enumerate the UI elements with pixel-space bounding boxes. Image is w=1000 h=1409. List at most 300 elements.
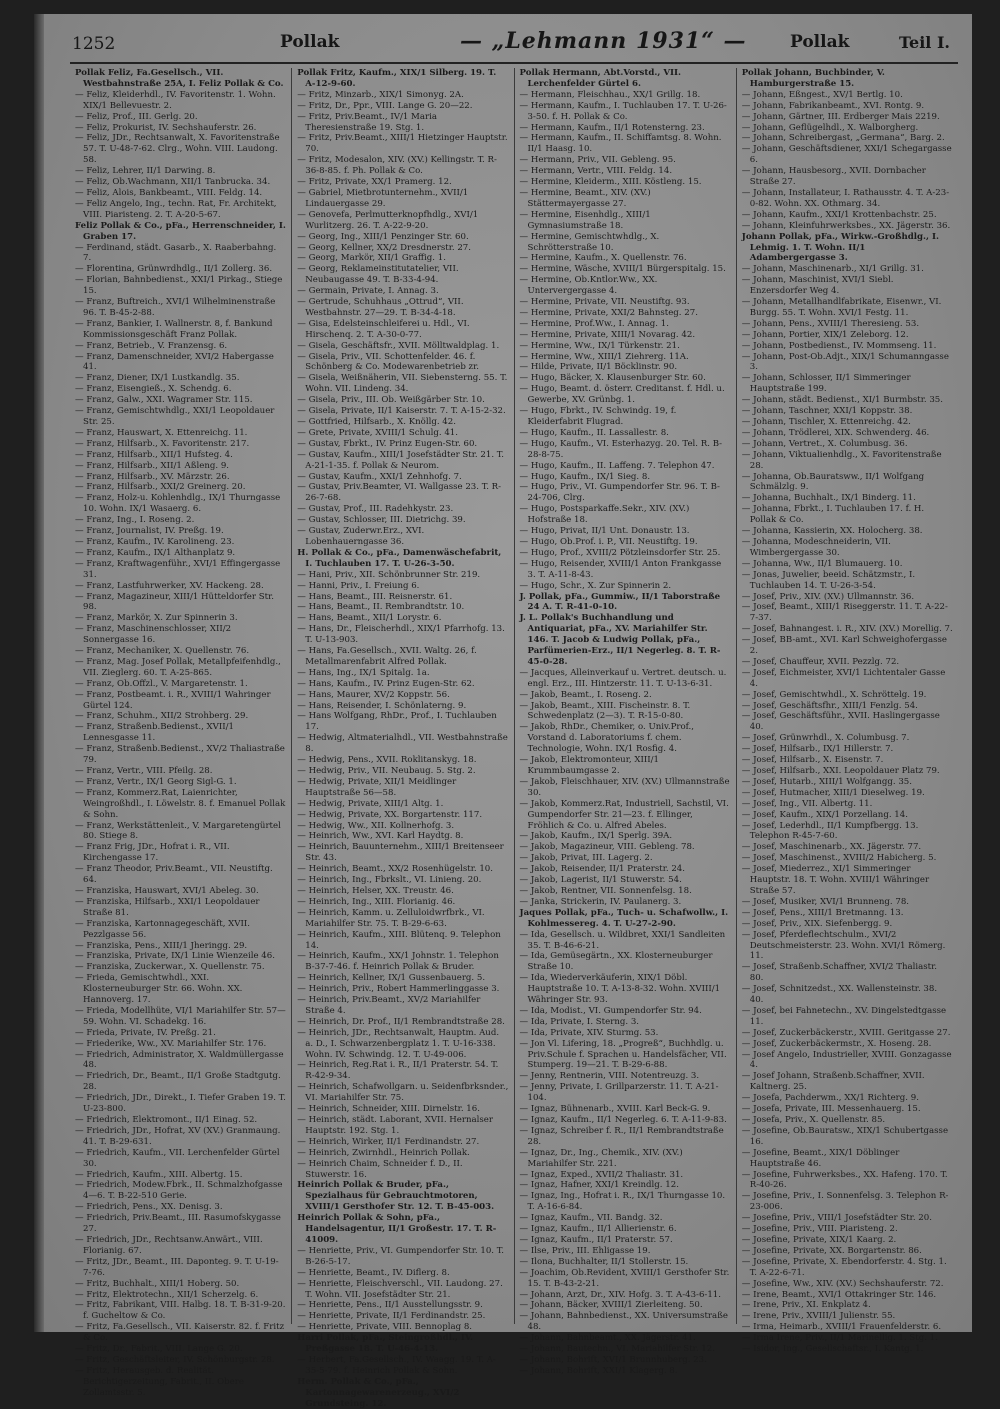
header-surname-left: Pollak [280,32,340,52]
directory-entry: — Johann, Eßngest., XV/1 Bertlg. 10. [741,89,903,100]
directory-entry: — Josef, Pferdeflechtschulm., XVI/2 Deutschmeisterstr. 23. Wohn. XVI/1 Römerg. 11. [741,929,946,962]
directory-entry: — Gisela, Priv., III. Ob. Weißgärber Str. 10. [297,395,485,406]
directory-entry: — Franz, Markör, X. Zur Spinnerin 3. [75,613,238,624]
directory-entry: — Gustav, Prof., III. Radehkystr. 23. [297,504,454,515]
directory-entry: — Frieda, Gemischtwhdl., XXI. Klosterneuburger Str. 66. Wohn. XX. Hannoverg. 17. [75,973,243,1006]
directory-entry: — Friedrich, Priv.Beamt., III. Rasumofskygasse 27. [75,1213,281,1235]
directory-entry: — Heinrich, Bauunternehm., XIII/1 Breitenseer Str. 43. [297,842,504,864]
directory-entry: — Hugo, Beamt. d. österr. Creditanst. f. Hdl. u. Gewerbe, XV. Grünbg. 1. [519,384,725,406]
directory-entry: — Josef, Hilfsarb., IX/1 Hillerstr. 7. [741,744,894,755]
directory-entry: — Hans Wolfgang, RhDr., Prof., I. Tuchlauben 17. [297,711,497,733]
directory-entry: — Frieda, Private, IV. Preßg. 21. [75,1027,216,1038]
directory-entry: — Jenny, Rentnerin, VIII. Notentreuzg. 3. [519,1071,700,1082]
directory-entry: — Franz, Bankier, I. Wallnerstr. 8, f. Bankund Kommissionsgeschäft Franz Pollak. [75,318,273,340]
directory-entry: — Hugo, Ob.Prof. i. P., VII. Neustiftg. 19. [519,536,698,547]
directory-entry: — Josef, Priv., XIX. Siefenbergg. 9. [741,918,893,929]
directory-entry: — Josef, Maschinenst., XVIII/2 Habicherg. 5. [741,853,937,864]
directory-entry-firm: Jaques Pollak, pFa., Tuch- u. Schafwollw., I. Kohlmessereg. 4. T. U-27-2-90. [519,907,729,929]
directory-entry: — Franz, Werkstättenleit., V. Margaretengürtel 80. Stiege 8. [75,820,281,842]
directory-entry: — Josef, Hilfsarb., XXI. Leopoldauer Platz 79. [741,766,940,776]
directory-entry: — Franz, Lastfuhrwerker, XV. Hackeng. 28. [75,580,264,591]
directory-entry: — Heinrich, Ing., XIII. Florianig. 46. [297,896,456,907]
directory-entry: — Georg, Kellner, XX/2 Dresdnerstr. 27. [297,242,472,253]
directory-entry: — Feliz, Lehrer, II/1 Darwing. 8. [75,166,216,177]
directory-entry: — Hermine, Kleiderm., XIII. Köstleng. 15. [519,177,702,188]
directory-entry: — Josefa, Priv., X. Quellenstr. 85. [741,1115,886,1125]
directory-entry: — Hedwig, Ww., XII. Kollnerhofg. 3. [297,820,455,831]
directory-entry: — Gottfried, Hilfsarb., X. Knöllg. 42. [297,417,456,427]
directory-entry: — Friedrich, JDr., Rechtsanw.Anwärt., VIII. Florianig. 67. [75,1234,263,1256]
directory-entry: — Franz, Kraftwagenführ., XVI/1 Effingergasse 31. [75,558,281,580]
directory-entry: — Ignaz, Schreiber f. R., II/1 Rembrandtstraße 28. [519,1125,724,1147]
directory-entry: — Fritz, Dr., Fabrit., VIII. Lange G. 20. [75,1344,243,1355]
directory-entry: — Franz, Diener, IX/1 Lustkandlg. 35. [75,373,240,384]
directory-entry: — Heinrich, Dr. Prof., II/1 Rembrandtstraße 28. [297,1016,505,1027]
directory-entry: — Gustav, Kaufm., XIII/1 Josefstädter Str. 21. T. A-21-1-35. f. Pollak & Neurom. [297,449,504,471]
directory-entry: — Jakob, Elektromonteur, XIII/1 Krummbaumgasse 2. [519,755,660,776]
directory-entry: — Johann, Installateur, I. Rathausstr. 4. T. A-23-0-82. Wohn. XX. Othmarg. 34. [741,187,950,209]
directory-entry: — Fritz, Private, XX/1 Pramerg. 12. [297,177,452,188]
directory-entry: — Heinrich, Priv.Beamt., XV/2 Mariahilfer Straße 4. [297,995,481,1016]
directory-entry: — Josef, Hilfsarb., X. Eisenstr. 7. [741,755,884,766]
directory-entry: — Johann, Hausbesorg., XVII. Dornbacher Straße 27. [741,166,926,188]
directory-entry: — Franziska, Hauswart, XVI/1 Abeleg. 30. [75,885,259,896]
directory-entry: — Hermine, Prof.Ww., I. Annag. 1. [519,318,669,329]
directory-entry-firm: Heinrich Pollak & Sohn, pFa., Handelsagentur, II/1 Großestr. 17. T. R-41009. [297,1213,497,1245]
directory-entry: — Friedrich, Elektromont., II/1 Einag. 52. [75,1115,258,1125]
directory-entry: — Hedwig, Altmaterialhdl., VII. Westbahnstraße 8. [297,733,508,755]
directory-entry: — Gisela, Priv., VII. Schottenfelder. 46. f. Schönberg & Co. Modewarenbetrieb zr. [297,351,479,373]
directory-entry: — Hugo, Bäcker, X. Klausenburger Str. 60. [519,373,706,384]
directory-entry: — Franz, Hilfsarb., XV. Märzstr. 26. [75,471,230,482]
directory-entry: — Heinrich, Reg.Rat i. R., II/1 Praterstr. 54. T. R-42-9-34. [297,1060,499,1082]
directory-entry: — Franz, Holz-u. Kohlenhdlg., IX/1 Thurngasse 10. Wohn. IX/1 Wasaerg. 6. [75,493,281,515]
directory-entry: — Genovefa, Perlmutterknopfhdlg., XVI/1 Wurlitzerg. 26. T. A-22-9-20. [297,209,479,231]
directory-entry: — Franz, Maschinenschlosser, XII/2 Sonnergasse 16. [75,624,232,646]
directory-entry: — Franz, Straßenb.Bedienst., XV/2 Thaliastraße 79. [75,744,285,766]
directory-entry: — Fritz, Fa.Gesellsch., VII. Kaiserstr. 82. f. Fritz & Co. [75,1322,285,1344]
directory-entry: — Josef, Zuckerbäckerstr., XVIII. Geritgasse 27. [741,1027,951,1038]
directory-entry: — Jakob, Fleischhauer, XIV. (XV.) Ullmannstraße 30. [519,776,730,798]
directory-entry: — Henriette, Fleischverschl., VII. Laudong. 27. T. Wohn. VII. Josefstädter Str. 21. [297,1278,503,1300]
directory-entry: — Jenny, Private, I. Grillparzerstr. 11. T. A-21-104. [519,1082,719,1104]
directory-entry: — Heinrich, Ing., Fbrkslt., VI. Linieng. 20. [297,875,482,886]
page-number: 1252 [72,34,116,54]
directory-entry: — Hedwig, Pens., XVII. Roklitanskyg. 18. [297,755,477,766]
directory-entry: — Irene, Beamt., XVI/1 Ottakringer Str. 146. [741,1289,937,1300]
directory-entry: — Josef, Gemischtwhdl., X. Schröttelg. 19. [741,689,927,700]
directory-entry: — Hermine, Private, XIII/1 Novarag. 42. [519,329,696,340]
volume-part: Teil I. [898,33,950,52]
directory-entry: — Josef, Pens., XIII/1 Bretmanng. 13. [741,907,904,918]
directory-entry: — Josef, Straßenb.Schaffner, XVI/2 Thaliastr. 80. [741,962,937,984]
directory-entry: — Johann, städt. Bedienst., XI/1 Burmbstr. 35. [741,395,943,406]
directory-entry: — Franz, Mechaniker, X. Quellenstr. 76. [75,646,250,657]
directory-entry: — Jon Vl. Lifering, 18. „Progreß“, Buchhdlg. u. Priv.Schule f. Sprachen u. Handelsfächer, VII. Stumperg. 19—21. T. B-29-6-88. [519,1038,727,1071]
directory-entry: — Hermine, Gemischtwhdlg., X. Schrötterstraße 10. [519,231,660,253]
directory-page [34,14,972,1409]
directory-entry: — Georg, Reklameinstitutatelier, VII. Neubaugasse 49. T. B-33-4-94. [297,264,459,286]
directory-entry: — Hermann, Kaufm., II/1 Rotensterng. 23. [519,122,705,133]
directory-entry: — Irma, Heimarb., XVIII/1 Frauenfelderstr. 6. [741,1322,942,1333]
directory-entry: — Josef, Zuckerbäckermstr., X. Hoseng. 28. [741,1038,932,1049]
directory-entry: — Josef, Ing., VII. Albertg. 11. [741,798,873,809]
directory-entry: — Johanna, Kassierin, XX. Holocherg. 38. [741,526,923,537]
directory-entry: — Josef, Maschinenarb., XX. Jägerstr. 77. [741,842,922,853]
directory-entry: — Josefine, Private, X. Ebendorferstr. 4. Stg. 1. T. A-22-6-71. [741,1256,947,1278]
directory-entry: — Jakob, RhDr., Chemiker, o. Univ.Prof., Vorstand d. Laboratoriums f. chem. Technologie, Wohn. IX/1 Rosfig. 4. [519,722,694,755]
directory-entry: — Johann, Postbedienst., IV. Mommseng. 11. [741,340,937,351]
directory-entry: — Franz, Schuhm., XII/2 Strohberg. 29. [75,711,249,722]
directory-entry: — Jakob, Lagerist, II/1 Stuwerstr. 54. [519,875,682,886]
directory-entry: — Florentina, Grünwrdhdlg., II/1 Zollerg. 36. [75,264,273,275]
directory-entry: — Jakob, Magazineur, VIII. Gebleng. 78. [519,842,695,853]
directory-entry: — Hans, Dr., Fleischerhdl., XIX/1 Pfarrhofg. 13. T. U-13-903. [297,624,505,646]
directory-entry: — Josef, Miederrez., XI/1 Simmeringer Hauptstr. 18. T. Wohn. XVIII/1 Währinger Straße 57. [741,864,930,896]
column-1 [70,68,292,1398]
directory-entry: — Friedrich, Dr., Beamt., II/1 Große Stadtgutg. 28. [75,1071,281,1093]
column-2 [292,68,514,1409]
directory-entry: — Hans, Ing., IX/1 Spitalg. 1a. [297,667,430,678]
directory-entry: — Jacques, Alleinverkauf u. Vertret. deutsch. u. engl. Erz., III. Hintzerstr. 11. T. U-13-6-31. [519,667,727,689]
directory-entry: — Josef, Schnitzedst., XX. Wallensteinstr. 38. 40. [741,984,938,1006]
directory-entry: — Franz, Vertr., IX/1 Georg Sigl-G. 1. [75,776,237,787]
directory-entry: — Franz, Vertr., VIII. Pfeilg. 28. [75,766,213,776]
directory-entry: — Josef, Priv., XIV. (XV.) Ullmannstr. 36. [741,591,915,602]
directory-entry: — Ida, Private, XIV. Sturmg. 53. [519,1027,659,1038]
directory-entry: — Franz, Kaufm., IV. Karolineng. 23. [75,536,235,547]
directory-entry: — Feliz, Alois, Bankbeamt., VIII. Feldg. 14. [75,187,263,198]
directory-entry: — Hugo, Kaufm., VI. Esterhazyg. 20. Tel. R. B-28-8-75. [519,438,723,460]
directory-entry: — Franz, Kaufm., IX/1 Althanplatz 9. [75,547,236,558]
directory-entry: — Henriette, Private, VIII. Bennoplag 8. [297,1322,473,1333]
directory-entry: — Frieda, Modellhüte, VI/1 Mariahilfer Str. 57—59. Wohn. VI. Schadekg. 16. [75,1005,286,1027]
directory-entry: — Franz, Hilfsarb., X. Favoritenstr. 217. [75,438,250,449]
directory-entry: — Franziska, Kartonnagegeschäft, XVII. Pezzlgasse 56. [75,918,251,940]
directory-entry: — Franziska, Pens., XIII/1 Jheringg. 29. [75,940,248,951]
directory-entry: — Josefine, Beamt., XIX/1 Döblinger Hauptstraße 46. [741,1147,900,1169]
directory-entry: — Hermine, Private, VII. Neustiftg. 93. [519,297,690,308]
directory-entry: — Heinrich, Kamm. u. Zelluloidwrfbrk., VI. Mariahilfer Str. 75. T. B-29-6-63. [297,907,485,929]
directory-entry: — Henriette, Priv., VI. Gumpendorfer Str. 10. T. B-26-5-17. [297,1245,504,1267]
directory-entry: — Franz, Postbeamt. i. R., XVIII/1 Wahringer Gürtel 124. [75,689,271,711]
directory-entry: — Herbert, Fa.Gesellsch., IV. Waagg. 19. T. A-35-5-79. f. Heinrich Pollak & Sohn. [297,1354,496,1376]
column-4 [737,68,958,1355]
directory-entry: — Josef Angelo, Industrieller, XVIII. Gonzagasse 4. [741,1049,952,1071]
directory-entry: — Johann, Fabrikanbeamt., XVI. Rontg. 9. [741,100,925,111]
directory-entry: — Gisela, Weißnäherin, VII. Siebensterng. 55. T. Wohn. VII. Lindeng. 34. [297,373,508,395]
directory-entry: — Friedrich, JDr., Hofrat, XV (XV.) Granmaung. 41. T. B-29-631. [75,1125,281,1147]
directory-entry: — Hans, Beamt., III. Reisnerstr. 61. [297,591,453,602]
directory-entry: — Josef, Geschäftsführ., XVII. Haslingergasse 40. [741,711,940,733]
directory-entry: — Josefine, Private, XX. Borgartenstr. 86. [741,1245,922,1256]
directory-entry: — Johann, Bautechn., VI. Mariahilfer Str. 12. [519,1344,715,1355]
directory-entry: — Ignaz, Kaufm., II/1 Allierienstr. 6. [519,1224,677,1235]
directory-entry: — Germain, Private, I. Annag. 3. [297,286,439,297]
directory-entry: — Jakob, Beamt., I. Roseng. 2. [519,689,652,700]
directory-entry: — Johann, Bohrift, XVI/1 Brunnhuberg. 23. [519,1354,707,1365]
directory-entry: — Gertrude, Schuhhaus „Ottrud“, VII. Westbahnstr. 27—29. T. B-34-4-18. [297,297,464,318]
directory-entry: — Henriette, Beamt., IV. Diflerg. 8. [297,1267,450,1278]
directory-entry: — Heinrich, Schneider, XIII. Dirnelstr. 16. [297,1104,480,1115]
directory-entry: — Ida, Gemüsegärtn., XX. Klosterneuburger Straße 10. [519,951,713,973]
directory-entry: — Hedwig, Private, XII/1 Meidlinger Hauptstraße 56—58. [297,776,457,798]
directory-entry: — Josefine, Ob.Bauratsw., XIX/1 Schubertgasse 16. [741,1125,949,1147]
directory-entry: — Franz, Hilfsarb., XII/1 Hufsteg. 4. [75,449,233,460]
directory-entry: — Feliz, Prokurist, IV. Sechshauferstr. 26. [75,122,257,133]
directory-entry: — Franz, Hilfsarb., XXI/2 Greinerg. 20. [75,482,246,493]
directory-entry-firm: J. Pollak, pFa., Gummiw., II/1 Taborstraße 24 A. T. R-41-0-10. [519,591,721,613]
directory-entry: — Jonas, Juwelier, beeid. Schätzmstr., I. Tuchlauben 14. T. U-26-3-54. [741,569,916,591]
directory-entry: — Hermann, Fleischhau., XX/1 Grillg. 18. [519,89,701,100]
directory-entry: — Johanna, Fbrkt., I. Tuchlauben 17. f. H. Pollak & Co. [741,504,925,526]
directory-entry: — Georg, Markör, XII/1 Graffig. 1. [297,253,446,264]
directory-entry: — Heinrich, Schafwollgarn. u. Seidenfbrksnder., VI. Mariahilfer Str. 75. [297,1082,509,1104]
directory-entry: — Johann, Vertret., X. Columbusg. 36. [741,438,908,449]
directory-entry: — Hans, Maurer, XV/2 Koppstr. 56. [297,689,450,700]
directory-entry: — Fritz, Priv.Beamt., IV/1 Maria Theresienstraße 19. Stg. 1. [297,111,437,133]
directory-entry: — Josefine, Private, XIX/1 Kaarg. 2. [741,1234,897,1245]
directory-entry: — Friedrich, Kaufm., VII. Lerchenfelder Gürtel 30. [75,1147,280,1169]
directory-entry: — Ida, Modist., VI. Gumpendorfer Str. 94. [519,1005,702,1016]
directory-entry: — Fritz, Dr., Ppr., VIII. Lange G. 20—22. [297,100,473,111]
directory-entry: — Johann, Bohrift, XXI/1 Klagerg. 8. [519,1365,678,1376]
directory-entry: — Florian, Bahnbedienst., XXI/1 Pirkag., Stiege 15. [75,275,283,297]
directory-entry: — Johann, Metallhandlfabrikate, Eisenwr., VI. Burgg. 55. T. Wohn. XVI/1 Festg. 11. [741,297,942,318]
directory-entry: — Friedrich, JDr., Direkt., I. Tiefer Graben 19. T. U-23-800. [75,1093,286,1115]
directory-entry-firm: Pollak Johann, Buchbinder, V. Hamburgerstraße 15. [741,68,885,89]
directory-entry-firm: H. Pollak & Co., pFa., Damenwäschefabrit, I. Tuchlauben 17. T. U-26-3-50. [297,547,502,569]
directory-entry: — Hugo, Kaufm., II. Laffeng. 7. Telephon 47. [519,460,715,471]
directory-entry: — Gabriel, Mietbrotunternehm., XVII/1 Lindauergasse 29. [297,187,469,209]
directory-entry: — Franziska, Private, IX/1 Linie Wienzeile 46. [75,951,275,962]
directory-entry: — Ignaz, Kaufm., II/1 Praterstr. 57. [519,1234,673,1245]
directory-entry: — Josefa, Pachderwm., XX/1 Richterg. 9. [741,1093,919,1104]
directory-entry: — Franz, Buftreich., XVI/1 Wilhelminenstraße 96. T. B-45-2-88. [75,297,276,318]
directory-entry: — Jakob, Rentner, VII. Sonnenfelsg. 18. [519,885,692,896]
directory-entry: — Josefine, Fuhrwerksbes., XX. Hafeng. 170. T. R-40-26. [741,1169,948,1191]
directory-entry: — Heinrich, Kellner, IX/1 Gussenbauerg. 5. [297,973,486,984]
directory-entry: — Johann, Schlosser, II/1 Simmeringer Hauptstraße 199. [741,373,911,395]
directory-entry: — Fritz, Geschäftsleiter, IV. Schönburgstr. 28. [75,1354,275,1365]
directory-entry: — Hugo, Reisender, XVIII/1 Anton Frankgasse 3. T. A-11-8-43. [519,558,722,580]
directory-entry: — Franz, Magazineur, XIII/1 Hütteldorfer Str. 98. [75,591,274,613]
directory-entry: — Johann, Post-Ob.Adjt., XIX/1 Schumanngasse 3. [741,351,949,373]
directory-entry: — Franziska, Zuckerwar., X. Quellenstr. 75. [75,962,265,973]
directory-entry: — Joachim, Ob.Revident, XVIII/1 Gersthofer Str. 15. T. B-43-2-21. [519,1267,730,1289]
directory-entry: — Josef, Grünwrhdl., X. Columbusg. 7. [741,733,910,744]
directory-entry: — Ilse, Priv., III. Ehligasse 19. [519,1245,651,1256]
directory-entry: — Johann, Portier, XIX/1 Zeleborg. 12. [741,329,909,340]
directory-entry: — Franz, Hauswart, X. Ettenreichg. 11. [75,427,248,438]
directory-entry: — Hermann, Vertr., VIII. Feldg. 14. [519,166,673,177]
directory-entry: — Ignaz, Hafner, XXI/1 Kreindlg. 12. [519,1180,679,1191]
directory-entry: — Franz, Gemischtwhdlg., XXI/1 Leopoldauer Str. 25. [75,406,275,427]
directory-entry: — Gustav, Zuderwr.Erz., XVI. Lobenhauerngasse 36. [297,526,425,547]
directory-entry: — Grete, Private, XVIII/1 Schulg. 41. [297,427,459,438]
page-gutter [34,14,44,1332]
directory-entry: — Heinrich, Zwirnhdl., Heinrich Pollak. [297,1147,470,1158]
directory-entry: — Franz, Ob.Offzl., V. Margaretenstr. 1. [75,678,248,689]
directory-entry: — Hermine, Eisenhdlg., XIII/1 Gymnasiumstraße 18. [519,209,651,231]
directory-entry: — Hermine, Wäsche, XVIII/1 Bürgerspitalg. 15. [519,264,726,275]
directory-entry: — Fritz, Minzarb., XIX/1 Simonyg. 2A. [297,89,464,100]
directory-entry: — Hermann, Priv., VII. Gebleng. 95. [519,155,676,166]
directory-entry: — Hugo, Prof., XVIII/2 Pötzleinsdorfer Str. 25. [519,547,721,558]
directory-entry: — Hedwig, Private, XIII/1 Altg. 1. [297,798,444,809]
directory-entry: — Josef, Hutarb., XIII/1 Wolfgangg. 35. [741,776,912,787]
directory-entry: — Isidor, Ing., Gesellschaftsr., I. Kantg. 1. [741,1344,924,1355]
directory-entry: — Heinrich, Kaufm., XX/1 Johnstr. 1. Telephon B-37-7-46. f. Heinrich Pollak & Bruder. [297,951,499,973]
directory-entry: — Gisa, Edelsteinschleiferei u. Hdl., VI. Hirschenq. 2. T. A-30-0-77. [297,318,470,340]
directory-entry: — Hermine, Beamt., XIV. (XV.) Stättermayergasse 27. [519,187,651,209]
directory-entry: — Feliz Angelo, Ing., techn. Rat, Fr. Architekt, VIII. Piaristeng. 2. T. A-20-5-67. [75,198,277,220]
directory-entry: — Feliz, Prof., III. Gerlg. 20. [75,111,198,122]
directory-entry: — Hugo, Schr., X. Zur Spinnerin 2. [519,580,672,591]
directory-entry-firm: Pollak Feliz, Fa.Gesellsch., VII. Westbahnstraße 25A, I. Feliz Pollak & Co. [75,68,284,89]
directory-entry: — Johann, Maschinist, XVI/1 Siebl. Enzersdorfer Weg 4. [741,275,894,297]
directory-entry: — Irene, Priv., XVIII/1 Julienstr. 55. [741,1311,896,1322]
directory-entry: — Ignaz, Kaufm., VII. Bandg. 32. [519,1213,663,1224]
directory-entry: — Heinrich, JDr., Rechtsanwalt, Hauptm. Aud. a. D., I. Schwarzenbergplatz 1. T. U-16-338. Wohn. IV. Schwindg. 12. T. U-49-006. [297,1027,500,1060]
directory-entry-firm: Feliz Pollak & Co., pFa., Herrenschneider, I. Graben 17. [75,220,286,242]
directory-entry: — Johann, Viktualienhdlg., X. Favoritenstraße 28. [741,449,942,471]
directory-entry: — Heinrich, Helser, XX. Treustr. 46. [297,885,454,896]
directory-entry: — Henriette, Pens., II/1 Ausstellungsstr. 9. [297,1300,483,1311]
directory-entry: — Ida, Private, I. Sterng. 3. [519,1016,640,1027]
directory-entry: — Ignaz, Kaufm., II/1 Negerleg. 6. T. A-11-9-83. [519,1115,727,1125]
directory-entry: — Hugo, Kaufm., II. Lassallestr. 8. [519,427,669,438]
directory-entry: — Josef, Geschäftsfhr., XIII/1 Fenzlg. 54. [741,700,918,711]
directory-entry: — Feliz, JDr., Rechtsanwalt, X. Favoritenstraße 57. T. U-48-7-62. Clrg., Wohn. VIII. Laudong. 58. [75,133,280,166]
directory-entry: — Fritz, Herausgeb. d. Realität. Berichtigerzeitung, Fabrit., II. Obere Zollamtsstr. 5. [75,1365,244,1398]
directory-entry: — Johann, Kaufm., XXI/1 Krottenbachstr. 25. [741,209,937,220]
directory-entry: — Johann, Maschinenarb., XI/1 Grillg. 31. [741,264,924,275]
directory-entry: — Hans, Beamt., XII/1 Lorystr. 6. [297,613,442,624]
directory-entry: — Johann, Gärtner, III. Erdberger Mais 2219. [741,111,940,122]
directory-entry: — Johanna, Buchhalt., IX/1 Binderg. 11. [741,493,916,504]
directory-entry: — Josef, Musiker, XVI/1 Brunneng. 78. [741,896,910,907]
directory-entry: — Josef, BB-amt., XVI. Karl Schweighofergasse 2. [741,635,947,657]
directory-entry: — Janka, Strickerin, IV. Paulanerg. 3. [519,896,682,907]
directory-entry: — Hermann, Kaufm., II. Schiffamtsg. 8. Wohn. II/1 Haasg. 10. [519,133,722,155]
directory-entry: — Johann, Kleinfuhrwerksbes., XX. Jägerstr. 36. [741,220,951,231]
directory-entry: — Franz, Mag. Josef Pollak, Metallpfeifenhdlg., VII. Zieglerg. 60. T. A-25-865. [75,656,281,678]
directory-entry: — Hermine, Ww., XIII/1 Ziehrerg. 11A. [519,351,689,362]
directory-entry: — Hilde, Private, II/1 Böcklinstr. 90. [519,362,678,373]
directory-entry: — Josef, Beamt., XIII/1 Riseggerstr. 11. T. A-22-7-37. [741,602,948,624]
directory-entry: — Franz, Kommerz.Rat, Laienrichter, Weingroßhdl., I. Löwelstr. 8. f. Emanuel Pollak & Sohn. [75,787,286,820]
directory-entry: — Franz, Galw., XXI. Wagramer Str. 115. [75,395,253,406]
directory-entry: — Hans, Beamt., II. Rembrandtstr. 10. [297,602,465,613]
directory-entry: — Hermine, Ob.Kntlor.Ww., XX. Untervergergasse 4. [519,275,658,297]
directory-entry: — Ignaz, Ing., Hofrat i. R., IX/1 Thurngasse 10. T. A-16-6-84. [519,1191,726,1213]
directory-entry: — Johann, Geflügelhdl., X. Walborgherg. [741,122,919,133]
directory-entry: — Hugo, Fbrkt., IV. Schwindg. 19, f. Kleiderfabrit Flugrad. [519,406,677,427]
directory-entry-firm: Johann Pollak, pFa., Wirkw.-Großhdlg., I. Lehmig. 1. T. Wohn. II/1 Adambergergasse 3. [741,231,940,264]
directory-entry: — Johann, Bahnbeamt., XX. Jägerstr. 41. [519,1333,696,1344]
directory-entry: — Franz, Hilfsarb., XII/1 Aßleng. 9. [75,460,230,471]
directory-entry: — Gustav, Fbrkt., IV. Prinz Eugen-Str. 60. [297,438,478,449]
directory-entry: — Hans, Reisender, I. Schönlaterng. 9. [297,700,467,711]
directory-entry: — Fritz, Fabrikant, VIII. Halbg. 18. T. B-31-9-20. f. Gucheltow & Co. [75,1300,286,1322]
directory-entry: — Jakob, Beamt., XIII. Fischeinstr. 8. T. Schwedenplatz (2—3). T. R-15-0-80. [519,700,691,722]
column-3 [515,68,737,1376]
directory-entry: — Ignaz, Dr., Ing., Chemik., XIV. (XV.) Mariahilfer Str. 221. [519,1147,683,1169]
directory-entry: — Gisela, Geschäftsfr., XVII. Mölltwaldplag. 1. [297,340,500,351]
directory-entry: — Johann, Trödlerei, XIX. Schwenderg. 46. [741,427,930,438]
directory-entry: — Johanna, Ww., II/1 Blumauerg. 10. [741,558,903,569]
directory-entry: — Franz, Betrieb., V. Franzensg. 6. [75,340,228,351]
directory-entry: — Gustav, Schlosser, III. Dietrichg. 39. [297,515,466,526]
directory-entry: — Josef, Bahnangest. i. R., XIV. (XV.) Morellig. 7. [741,624,953,635]
header-rule [70,62,958,64]
directory-entry: — Josefine, Priv., VIII/1 Josefstädter Str. 20. [741,1213,932,1224]
directory-entry: — Hedwig, Priv., VII. Neubaug. 5. Stg. 2. [297,766,476,776]
directory-entry: — Fritz, Buchhalt., XIII/1 Hoberg. 50. [75,1278,240,1289]
directory-entry: — Ida, Gesellsch. u. Wildbret, XXI/1 Sandleiten 35. T. B-46-6-21. [519,929,726,951]
directory-entry: — Friedrich, Administrator, X. Waldmüllergasse 48. [75,1049,284,1071]
directory-entry-firm: Pollak Fritz, Kaufm., XIX/1 Silberg. 19. T. A-12-9-60. [297,68,497,89]
directory-entry: — Josef, Kaufm., XIX/1 Porzellang. 14. [741,809,908,820]
directory-entry: — Ignaz, Exped., XVII/2 Thaliastr. 31. [519,1169,684,1180]
directory-entry: — Jakob, Privat, III. Lagerg. 2. [519,853,653,864]
directory-entry: — Johann, Bahnbedienst., XX. Universumstraße 48. [519,1311,728,1333]
directory-entry: — Josefine, Ww., XIV. (XV.) Sechshauferstr. 72. [741,1278,944,1289]
directory-entry: — Irene, Priv., XI. Enkplatz 4. [741,1300,871,1311]
directory-entry: — Heinrich, Ww., XVI. Karl Haydtg. 8. [297,831,464,842]
directory-entry: — Franz, Ing., I. Roseng. 2. [75,515,195,526]
directory-entry: — Jakob, Reisender, II/1 Praterstr. 24. [519,864,685,875]
directory-entry: — Feliz, Kleiderhdl., IV. Favoritenstr. 1. Wohn. XIX/1 Bellevuestr. 2. [75,89,276,111]
directory-entry: — Johann, Pens., XVIII/1 Theresieng. 53. [741,318,920,329]
directory-entry: — Heinrich, städt. Laborant, XVII. Hernalser Hauptstr. 192. Stg. 1. [297,1115,493,1136]
directory-entry: — Ferdinand, städt. Gasarb., X. Raaberbahng. 7. [75,242,277,264]
directory-entry: — Jakob, Kommerz.Rat, Industriell, Sachstil, VI. Gumpendorfer Str. 21—23. f. Ellinger, Fröhlich & Co. u. Alfred Abeles. [519,798,729,831]
directory-entry: — Johann, Arzt, Dr., XIV. Hofg. 3. T. A-43-6-11. [519,1289,721,1300]
directory-entry: — Friederike, Ww., XV. Mariahilfer Str. 176. [75,1038,267,1049]
directory-entry: — Josef, Chauffeur, XVII. Pezzlg. 72. [741,656,900,667]
directory-entry: — Josef, Hutmacher, XIII/1 Dieselweg. 19. [741,787,925,798]
directory-entry: — Friedrich, Pens., XX. Denisg. 3. [75,1202,223,1213]
directory-entry: — Josef, Lederhdl., II/1 Kumpfbergg. 13. Telephon R-45-7-60. [741,820,919,842]
directory-entry: — Hans, Fa.Gesellsch., XVII. Waltg. 26, f. Metallmarenfabrit Alfred Pollak. [297,646,477,667]
directory-entry: — Hermine, Kaufm., X. Quellenstr. 76. [519,253,687,264]
directory-entry: — Georg, Ing., XIII/1 Penzinger Str. 60. [297,231,469,242]
directory-entry: — Johanna, Ob.Bauratsww., II/1 Wolfgang Schmälzlg. 9. [741,471,925,493]
directory-entry: — Franz, Journalist, IV. Preßg. 19. [75,526,224,537]
directory-entry: — Heinrich, Beamt., XX/2 Rosenhügelstr. 10. [297,864,493,875]
directory-entry: — Hani, Priv., XII. Schönbrunner Str. 219. [297,569,481,580]
directory-entry: — Josefa, Private, III. Messenhauerg. 15. [741,1104,921,1115]
header-surname-right: Pollak [790,32,850,52]
directory-entry: — Hermine, Ww., IX/1 Türkenstr. 21. [519,340,680,351]
directory-entry: — Hermann, Kaufm., I. Tuchlauben 17. T. U-26-3-50. f. H. Pollak & Co. [519,100,727,122]
directory-entry: — Friedrich, Modew.Fbrk., II. Schmalzhofgasse 4—6. T. B-22-510 Gerie. [75,1180,283,1202]
directory-entry: — Fritz, Modesalon, XIV. (XV.) Kellingstr. T. R-36-8-85. f. Ph. Pollak & Co. [297,155,497,177]
directory-entry: — Johann, Geschäftsdiener, XXI/1 Schegargasse 6. [741,144,952,166]
directory-entry: — Heinrich, Kaufm., XIII. Blütenq. 9. Telephon 14. [297,929,501,951]
directory-entry: — Fritz, Elektrotechn., XII/1 Scherzelg. 6. [75,1289,259,1300]
directory-entry: — Johann, Schreibergast, „Germana“, Barg. 2. [741,133,945,144]
directory-entry: — Feliz, Ob.Wachmann, XII/1 Tanbrucka. 34. [75,177,271,188]
directory-entry: — Heinrich, Wirker, II/1 Ferdinandstr. 27. [297,1136,480,1147]
directory-entry: — Hugo, Postsparkaffe.Sekr., XIV. (XV.) Hofstraße 18. [519,504,690,526]
directory-entry: — Friedrich, Kaufm., XIII. Albertg. 15. [75,1169,243,1180]
directory-entry: — Irma Irene, Priv., II/1 Marinellig. 1. Stg. 1. [741,1333,938,1344]
directory-entry: — Johann, Bäcker, XVIII/1 Zierleiteng. 50. [519,1300,703,1311]
directory-title: — „Lehmann 1931“ — [460,28,747,54]
